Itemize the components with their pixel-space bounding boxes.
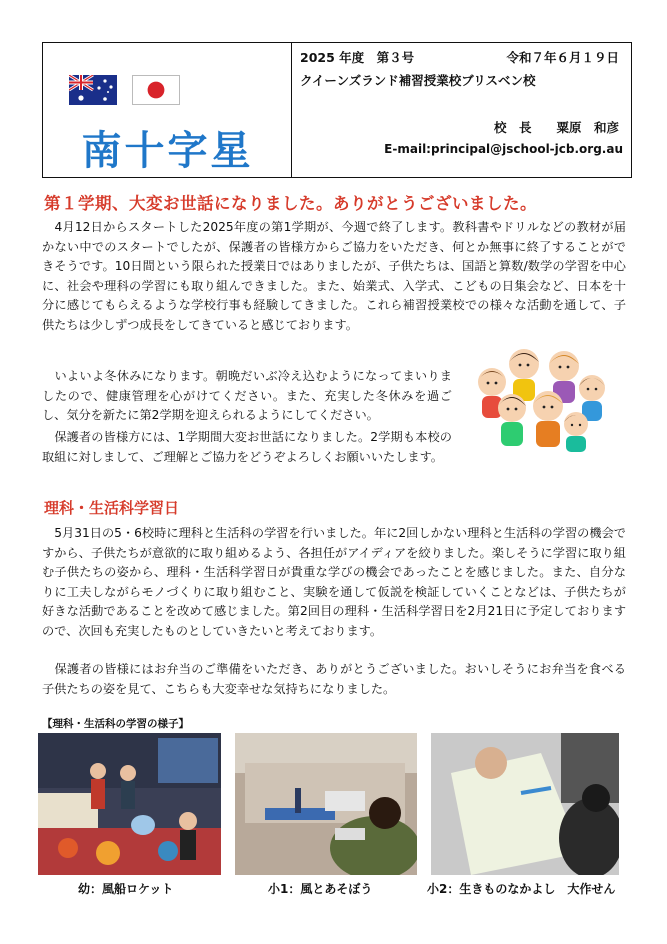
japan-flag-icon [132, 75, 180, 105]
issue-number: 2025 年度 第３号 [300, 50, 415, 65]
photo-living-things [431, 733, 619, 875]
newsletter-header [42, 42, 632, 178]
principal-email: E-mail:principal@jschool-jcb.org.au [384, 142, 623, 156]
issue-date: 令和７年６月１９日 [506, 50, 619, 65]
photo-caption-grade2: 小2：生きものなかよし 大作せん [427, 882, 616, 896]
science-day-heading: 理科・生活科学習日 [44, 499, 180, 517]
australia-flag-icon [69, 75, 117, 105]
masthead-panel [43, 43, 292, 177]
school-name: クイーンズランド補習授業校ブリスベン校 [300, 73, 536, 88]
term-end-heading: 第１学期、大変お世話になりました。ありがとうございました。 [44, 194, 537, 213]
science-day-paragraph-1: 5月31日の5・6校時に理科と生活科の学習を行いました。年に2回しかない理科と生活科の学習の機会ですから、子供たちが意欲的に取り組めるよう、各担任がアイディアを絞りました。楽しそうに学習に取り組む子供たちの姿から、理科・生活科学習日が貴重な学びの機会であったことを感じました。また、自分なりに工夫しながらモノづくりに取り組むこと、実験を通して仮説を検証していくことなどは、子供たちが好きな活動であることを改めて感じました。第2回目の理科・生活科学習日を2月21日に予定しておりますので、次回も充実したものとしていきたいと考えております。 [42, 526, 626, 638]
photos-caption: 【理科・生活科の学習の様子】 [42, 718, 189, 730]
newsletter-title: 南十字星 [81, 128, 254, 174]
photo-balloon-rocket [38, 733, 221, 875]
principal-name: 校 長 粟原 和彦 [493, 120, 619, 135]
photo-caption-kindergarten: 幼：風船ロケット [78, 882, 174, 896]
science-day-paragraph-2: 保護者の皆様にはお弁当のご準備をいただき、ありがとうございました。おいしそうにお弁当を食べる子供たちの姿を見て、こちらも大変幸せな気持ちになりました。 [42, 662, 626, 696]
children-illustration [464, 342, 614, 454]
winter-break-paragraph: いよいよ冬休みになります。朝晩だいぶ冷え込むようになってまいりましたので、健康管理を心がけてください。また、充実した冬休みを過ごし、気分を新たに第2学期を迎えられるようにしてください。 [42, 369, 452, 422]
thanks-paragraph: 保護者の皆様方には、1学期間大変お世話になりました。2学期も本校の取組に対しまして、ご理解とご協力をどうぞよろしくお願いいたします。 [42, 430, 452, 464]
header-info [292, 43, 631, 177]
photo-caption-grade1: 小1：風とあそぼう [268, 882, 373, 896]
term-end-paragraph-1: 4月12日からスタートした2025年度の第1学期が、今週で終了します。教科書やドリルなどの教材が届かない中でのスタートでしたが、保護者の皆様方からご協力をいただき、何とか無事に終了することができそうです。10日間という限られた授業日ではありましたが、子供たちは、国語と算数/数学の学習を中心に、社会や理科の学習にも取り組んできました。また、始業式、入学式、こどもの日集会など、日本を十分に感じてもらえるような学校行事も経験してきました。これら補習授業校での様々な活動を通して、子供たちは少しずつ成長をしてきていると感じております。 [42, 220, 626, 332]
photo-wind-play [235, 733, 417, 875]
